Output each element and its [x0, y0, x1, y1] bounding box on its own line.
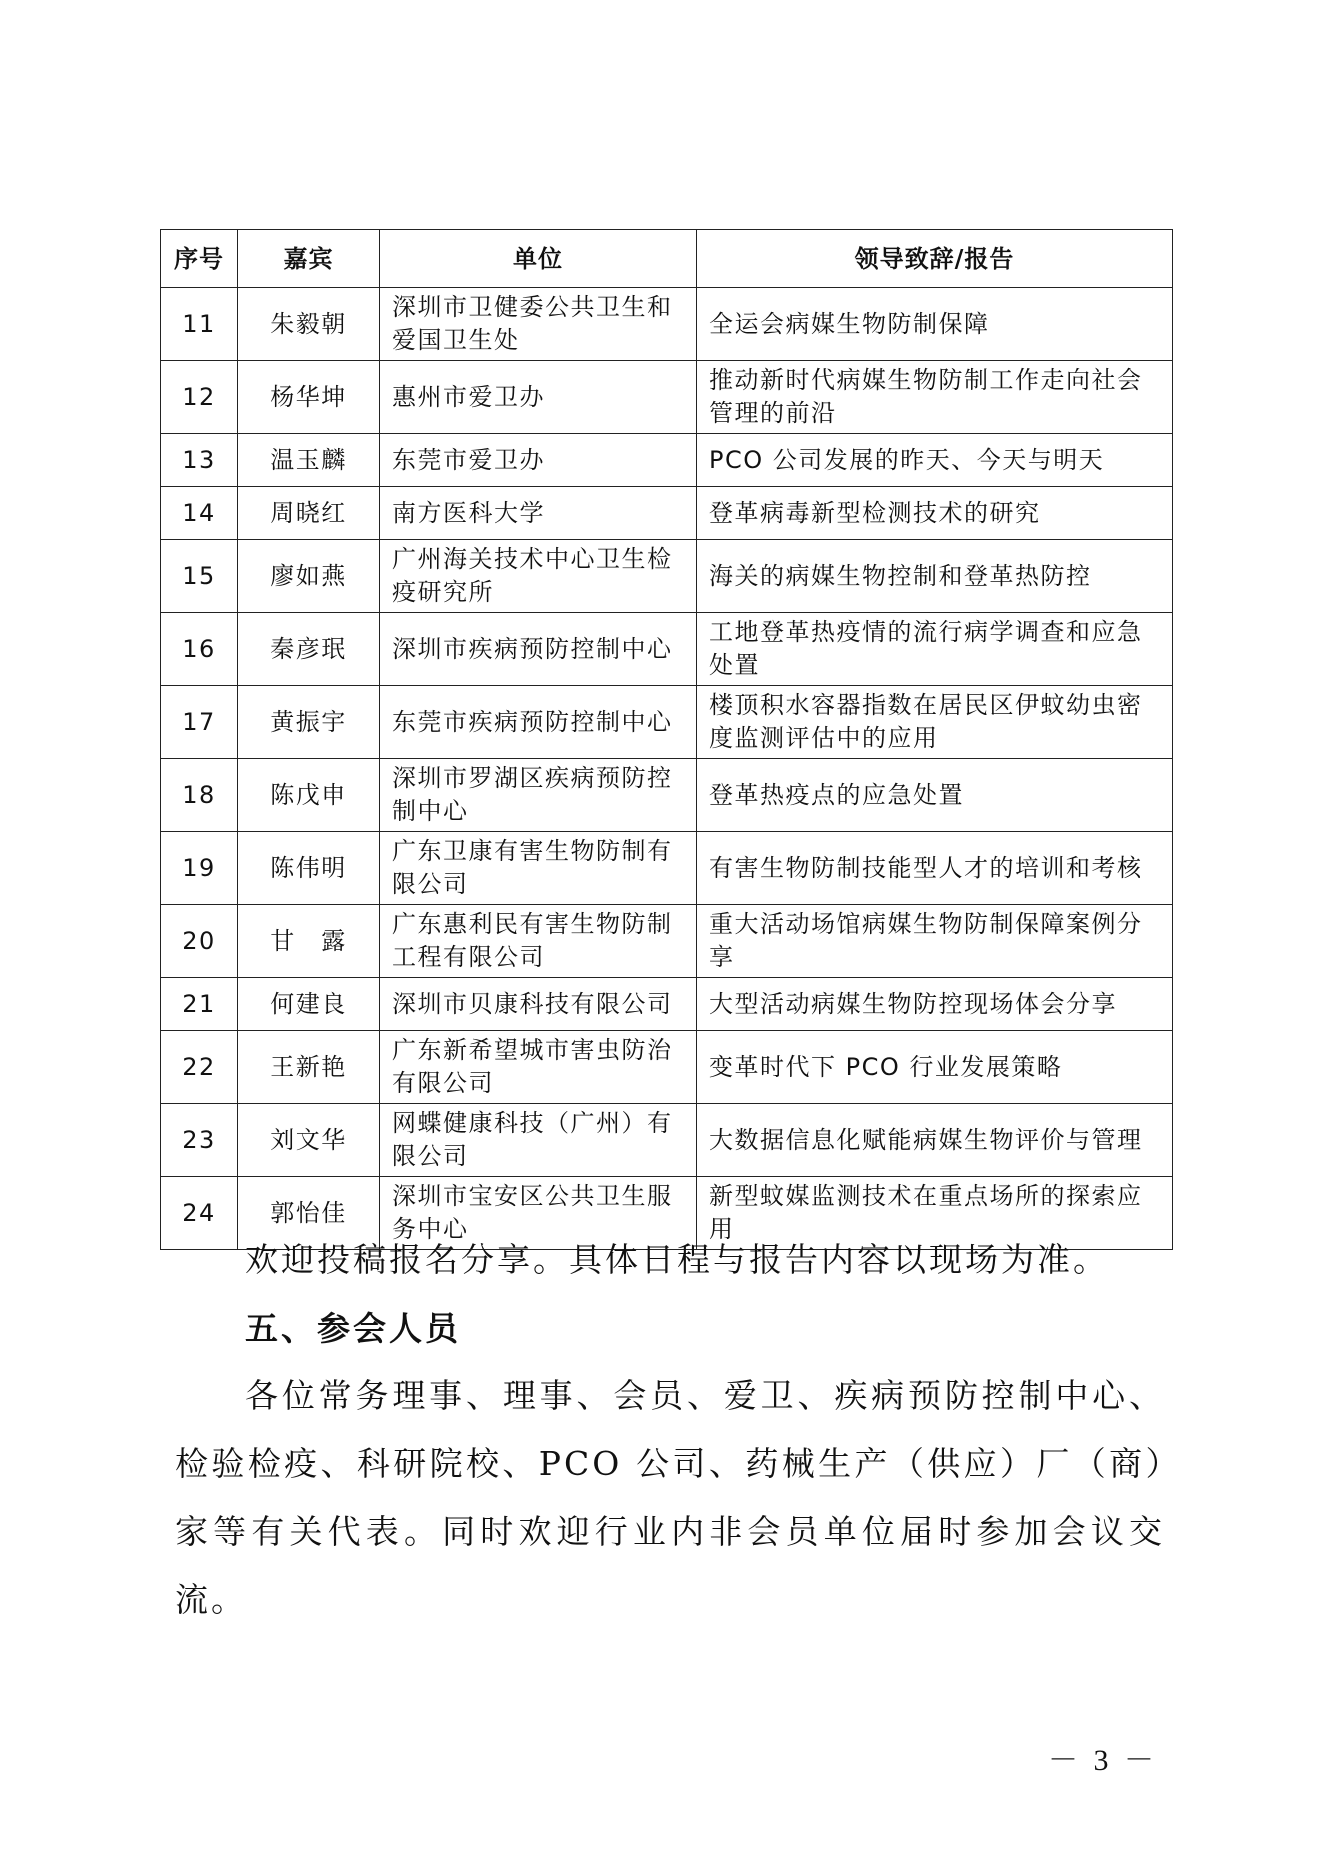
table-body: [161, 288, 1173, 1250]
cell-no: 15: [161, 540, 238, 613]
cell-guest: 刘文华: [238, 1104, 380, 1177]
cell-guest: 王新艳: [238, 1031, 380, 1104]
cell-no: 18: [161, 759, 238, 832]
cell-no: 11: [161, 288, 238, 361]
table-row: [161, 540, 1173, 613]
cell-no: 23: [161, 1104, 238, 1177]
cell-no: 19: [161, 832, 238, 905]
cell-guest: 陈戊申: [238, 759, 380, 832]
header-org: 单位: [380, 230, 697, 288]
cell-topic: 大型活动病媒生物防控现场体会分享: [697, 978, 1173, 1031]
guest-speaker-table: [160, 229, 1173, 1250]
table-row: [161, 361, 1173, 434]
cell-guest: 朱毅朝: [238, 288, 380, 361]
table-row: [161, 613, 1173, 686]
cell-org: 广东新希望城市害虫防治有限公司: [380, 1031, 697, 1104]
cell-no: 24: [161, 1177, 238, 1250]
cell-guest: 郭怡佳: [238, 1177, 380, 1250]
cell-guest: 周晓红: [238, 487, 380, 540]
table-row: [161, 759, 1173, 832]
table-row: [161, 288, 1173, 361]
cell-no: 20: [161, 905, 238, 978]
cell-topic: 大数据信息化赋能病媒生物评价与管理: [697, 1104, 1173, 1177]
cell-org: 广东卫康有害生物防制有限公司: [380, 832, 697, 905]
table-row: [161, 1104, 1173, 1177]
cell-org: 深圳市贝康科技有限公司: [380, 978, 697, 1031]
cell-org: 东莞市爱卫办: [380, 434, 697, 487]
cell-topic: 登革热疫点的应急处置: [697, 759, 1173, 832]
cell-no: 22: [161, 1031, 238, 1104]
cell-no: 13: [161, 434, 238, 487]
table-row: [161, 1031, 1173, 1104]
cell-topic: 海关的病媒生物控制和登革热防控: [697, 540, 1173, 613]
cell-org: 东莞市疾病预防控制中心: [380, 686, 697, 759]
cell-org: 广东惠利民有害生物防制工程有限公司: [380, 905, 697, 978]
table-row: [161, 978, 1173, 1031]
section-heading: 五、参会人员: [245, 1309, 461, 1348]
cell-guest: 何建良: [238, 978, 380, 1031]
table-row: [161, 832, 1173, 905]
table-row: [161, 686, 1173, 759]
cell-no: 14: [161, 487, 238, 540]
cell-topic: 推动新时代病媒生物防制工作走向社会管理的前沿: [697, 361, 1173, 434]
header-topic: 领导致辞/报告: [697, 230, 1173, 288]
table-row: [161, 905, 1173, 978]
cell-no: 21: [161, 978, 238, 1031]
page-number: － 3 －: [1048, 1744, 1158, 1777]
cell-guest: 杨华坤: [238, 361, 380, 434]
cell-org: 网蝶健康科技（广州）有限公司: [380, 1104, 697, 1177]
cell-guest: 温玉麟: [238, 434, 380, 487]
header-no: 序号: [161, 230, 238, 288]
table-header-row: [161, 230, 1173, 288]
cell-guest: 甘 露: [238, 905, 380, 978]
cell-org: 深圳市卫健委公共卫生和爱国卫生处: [380, 288, 697, 361]
cell-org: 深圳市罗湖区疾病预防控制中心: [380, 759, 697, 832]
section-body: 各位常务理事、理事、会员、爱卫、疾病预防控制中心、检验检疫、科研院校、PCO 公司、药械生产（供应）厂（商）家等有关代表。同时欢迎行业内非会员单位届时参加会议交流。: [175, 1376, 1165, 1619]
cell-org: 深圳市疾病预防控制中心: [380, 613, 697, 686]
table-row: [161, 434, 1173, 487]
header-guest: 嘉宾: [238, 230, 380, 288]
submission-note: 欢迎投稿报名分享。具体日程与报告内容以现场为准。: [245, 1240, 1109, 1279]
cell-topic: 楼顶积水容器指数在居民区伊蚊幼虫密度监测评估中的应用: [697, 686, 1173, 759]
cell-topic: 全运会病媒生物防制保障: [697, 288, 1173, 361]
cell-topic: 重大活动场馆病媒生物防制保障案例分享: [697, 905, 1173, 978]
cell-no: 16: [161, 613, 238, 686]
cell-topic: 新型蚊媒监测技术在重点场所的探索应用: [697, 1177, 1173, 1250]
cell-topic: 有害生物防制技能型人才的培训和考核: [697, 832, 1173, 905]
cell-guest: 秦彦珉: [238, 613, 380, 686]
cell-topic: 登革病毒新型检测技术的研究: [697, 487, 1173, 540]
table-row: [161, 487, 1173, 540]
cell-topic: 变革时代下 PCO 行业发展策略: [697, 1031, 1173, 1104]
cell-no: 12: [161, 361, 238, 434]
cell-org: 南方医科大学: [380, 487, 697, 540]
cell-topic: 工地登革热疫情的流行病学调查和应急处置: [697, 613, 1173, 686]
cell-org: 惠州市爱卫办: [380, 361, 697, 434]
cell-org: 深圳市宝安区公共卫生服务中心: [380, 1177, 697, 1250]
cell-no: 17: [161, 686, 238, 759]
cell-guest: 廖如燕: [238, 540, 380, 613]
cell-topic: PCO 公司发展的昨天、今天与明天: [697, 434, 1173, 487]
cell-guest: 陈伟明: [238, 832, 380, 905]
cell-guest: 黄振宇: [238, 686, 380, 759]
cell-org: 广州海关技术中心卫生检疫研究所: [380, 540, 697, 613]
